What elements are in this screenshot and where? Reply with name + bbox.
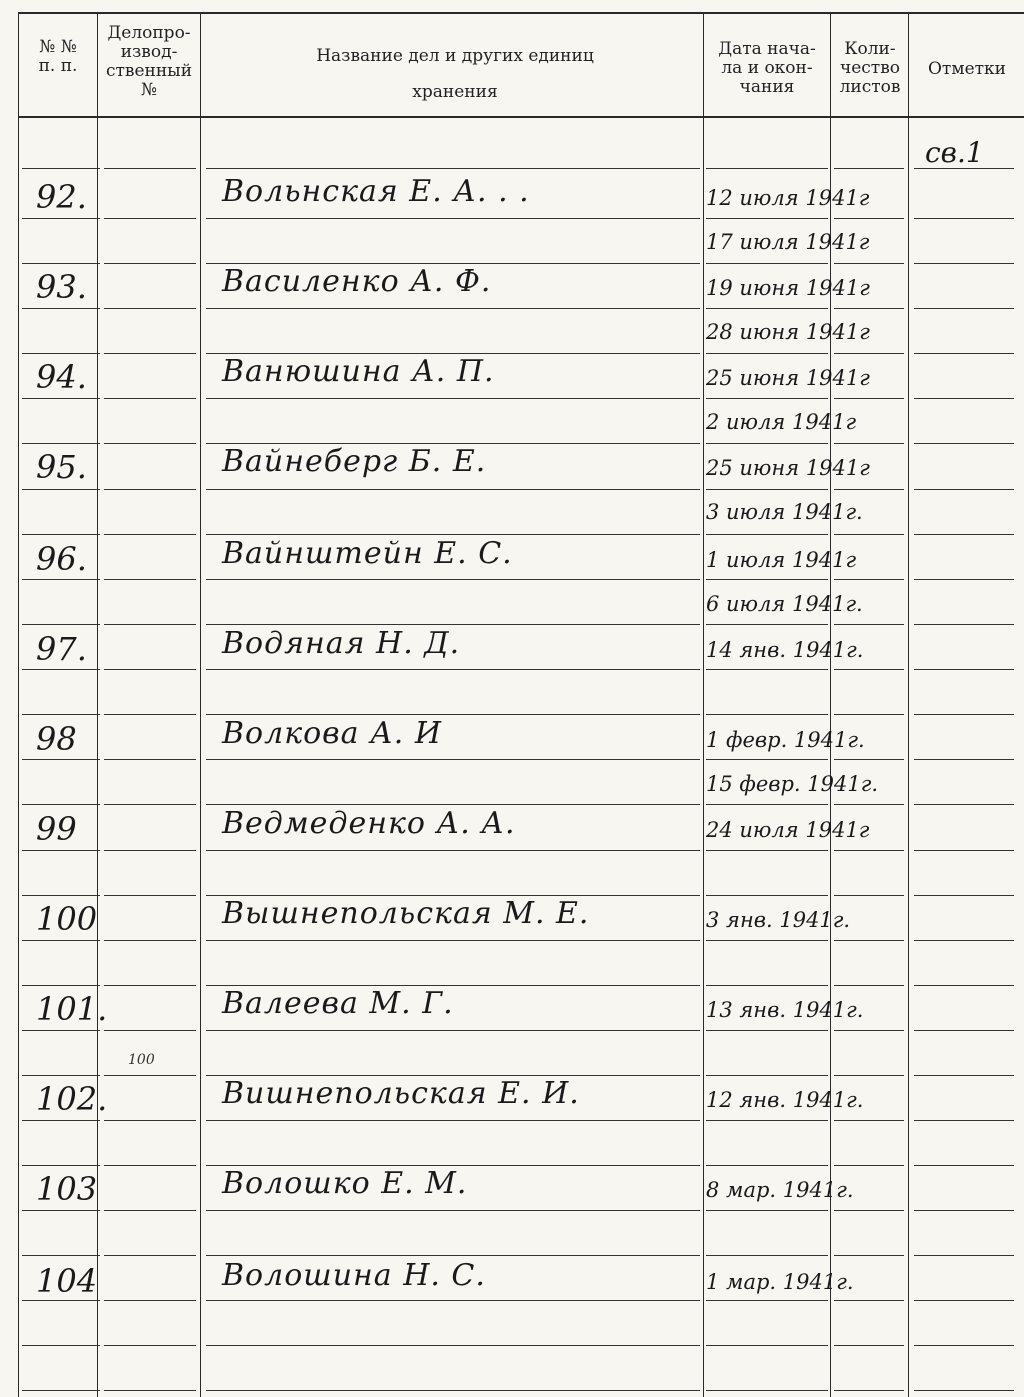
entry-name: Волкова А. И: [222, 716, 443, 751]
entry-date-start: 24 июля 1941г: [706, 818, 870, 842]
ruled-line: [706, 1390, 828, 1391]
ruled-line: [706, 940, 828, 941]
ruled-line: [104, 1075, 196, 1076]
entry-name: Вайнштейн Е. С.: [222, 536, 513, 571]
ruled-line: [914, 1165, 1014, 1166]
ruled-line: [22, 1210, 100, 1211]
ruled-line: [22, 669, 100, 670]
ruled-line: [834, 1210, 904, 1211]
ruled-line: [706, 218, 828, 219]
ruled-line: [834, 804, 904, 805]
ruled-line: [914, 985, 1014, 986]
ruled-line: [834, 1390, 904, 1391]
entry-name: Волошина Н. С.: [222, 1258, 486, 1293]
ruled-line: [834, 168, 904, 169]
ruled-line: [834, 1345, 904, 1346]
header-col-office: Делопро- извод- ственный №: [105, 23, 193, 100]
ruled-line: [104, 804, 196, 805]
ruled-line: [104, 1030, 196, 1031]
header-col-sheets: Коли- чество листов: [839, 39, 901, 97]
ruled-line: [706, 263, 828, 264]
ruled-line: [206, 534, 700, 535]
entry-name: Вайнеберг Б. Е.: [222, 444, 487, 479]
ruled-line: [914, 218, 1014, 219]
column-divider: [703, 12, 704, 1397]
ruled-line: [22, 804, 100, 805]
ruled-line: [706, 985, 828, 986]
ruled-line: [104, 714, 196, 715]
ruled-line: [914, 353, 1014, 354]
entry-date-start: 1 февр. 1941г.: [706, 728, 865, 752]
entry-name: Вольнская Е. А. . .: [222, 174, 530, 209]
ruled-line: [22, 624, 100, 625]
ruled-line: [834, 1300, 904, 1301]
ruled-line: [706, 1210, 828, 1211]
ruled-line: [206, 759, 700, 760]
ruled-line: [706, 308, 828, 309]
ruled-line: [206, 940, 700, 941]
entry-date-end: 15 февр. 1941г.: [706, 772, 879, 796]
ruled-line: [206, 579, 700, 580]
ruled-line: [104, 1255, 196, 1256]
ruled-line: [914, 1210, 1014, 1211]
ruled-line: [104, 850, 196, 851]
ruled-line: [104, 1300, 196, 1301]
ruled-line: [834, 759, 904, 760]
ruled-line: [22, 759, 100, 760]
entry-number: 104: [36, 1262, 98, 1300]
ruled-line: [22, 1165, 100, 1166]
entry-name: Ванюшина А. П.: [222, 354, 495, 389]
ruled-line: [104, 1165, 196, 1166]
ruled-line: [834, 443, 904, 444]
column-divider: [18, 12, 19, 1397]
ruled-line: [834, 940, 904, 941]
entry-date-end: 17 июля 1941г: [706, 230, 870, 254]
stray-pencil-mark: 100: [128, 1052, 155, 1068]
ruled-line: [706, 669, 828, 670]
ruled-line: [914, 263, 1014, 264]
entry-number: 94.: [36, 358, 87, 396]
entry-name: Ведмеденко А. А.: [222, 806, 516, 841]
ruled-line: [22, 168, 100, 169]
ruled-line: [206, 850, 700, 851]
ruled-line: [914, 1030, 1014, 1031]
entry-date-start: 3 янв. 1941г.: [706, 908, 851, 932]
entry-number: 101.: [36, 990, 108, 1028]
entry-number: 100: [36, 900, 98, 938]
entry-name: Вышнепольская М. Е.: [222, 896, 590, 931]
ruled-line: [22, 218, 100, 219]
ruled-line: [104, 1120, 196, 1121]
ruled-line: [706, 1345, 828, 1346]
ruled-line: [706, 489, 828, 490]
table-top-border: [18, 12, 1024, 14]
ruled-line: [104, 534, 196, 535]
ruled-line: [914, 850, 1014, 851]
ruled-line: [104, 353, 196, 354]
ruled-line: [22, 489, 100, 490]
ruled-line: [834, 308, 904, 309]
ruled-line: [206, 624, 700, 625]
column-divider: [97, 12, 98, 1397]
ruled-line: [206, 308, 700, 309]
ruled-line: [22, 850, 100, 851]
header-col-notes: Отметки: [928, 59, 1006, 79]
ruled-line: [706, 1030, 828, 1031]
ruled-line: [22, 1030, 100, 1031]
ruled-line: [104, 985, 196, 986]
entry-date-start: 8 мар. 1941г.: [706, 1178, 854, 1202]
ruled-line: [104, 669, 196, 670]
ruled-line: [914, 895, 1014, 896]
ruled-line: [22, 940, 100, 941]
ruled-line: [834, 624, 904, 625]
entry-date-start: 19 июня 1941г: [706, 276, 870, 300]
entry-number: 97.: [36, 630, 87, 668]
ruled-line: [914, 579, 1014, 580]
ruled-line: [706, 1255, 828, 1256]
ruled-line: [206, 168, 700, 169]
ruled-line: [706, 714, 828, 715]
entry-date-start: 13 янв. 1941г.: [706, 998, 864, 1022]
ruled-line: [914, 489, 1014, 490]
entry-date-start: 1 июля 1941г: [706, 548, 857, 572]
ruled-line: [22, 1255, 100, 1256]
entry-number: 102.: [36, 1080, 108, 1118]
ruled-line: [914, 714, 1014, 715]
ruled-line: [706, 168, 828, 169]
entry-number: 95.: [36, 448, 87, 486]
ruled-line: [834, 218, 904, 219]
ruled-line: [914, 1255, 1014, 1256]
ruled-line: [104, 579, 196, 580]
ruled-line: [104, 168, 196, 169]
ruled-line: [914, 1075, 1014, 1076]
ruled-line: [706, 534, 828, 535]
ruled-line: [104, 218, 196, 219]
ruled-line: [706, 1120, 828, 1121]
entry-name: Валеева М. Г.: [222, 986, 454, 1021]
ruled-line: [706, 1075, 828, 1076]
ruled-line: [834, 1120, 904, 1121]
header-bottom-border: [18, 116, 1024, 118]
ruled-line: [104, 398, 196, 399]
ruled-line: [104, 624, 196, 625]
ruled-line: [22, 443, 100, 444]
entry-date-start: 12 июля 1941г: [706, 186, 870, 210]
entry-date-end: 28 июня 1941г: [706, 320, 870, 344]
ruled-line: [22, 353, 100, 354]
ruled-line: [206, 1120, 700, 1121]
ruled-line: [914, 669, 1014, 670]
entry-date-start: 1 мар. 1941г.: [706, 1270, 854, 1294]
ruled-line: [206, 804, 700, 805]
ruled-line: [22, 895, 100, 896]
ruled-line: [914, 1345, 1014, 1346]
ruled-line: [914, 1390, 1014, 1391]
entry-date-start: 12 янв. 1941г.: [706, 1088, 864, 1112]
ruled-line: [206, 1210, 700, 1211]
ruled-line: [706, 759, 828, 760]
volume-note: св.1: [925, 136, 984, 169]
ruled-line: [706, 398, 828, 399]
ruled-line: [206, 1345, 700, 1346]
ruled-line: [22, 1120, 100, 1121]
ruled-line: [104, 443, 196, 444]
ruled-line: [834, 579, 904, 580]
ruled-line: [104, 489, 196, 490]
ruled-line: [914, 308, 1014, 309]
entry-name: Водяная Н. Д.: [222, 626, 461, 661]
ruled-line: [22, 398, 100, 399]
ruled-line: [206, 1300, 700, 1301]
ruled-line: [706, 443, 828, 444]
ruled-line: [706, 895, 828, 896]
ruled-line: [706, 579, 828, 580]
ruled-line: [914, 534, 1014, 535]
ruled-line: [914, 1300, 1014, 1301]
ruled-line: [104, 759, 196, 760]
ruled-line: [834, 534, 904, 535]
entry-date-start: 25 июня 1941г: [706, 456, 870, 480]
ruled-line: [834, 1165, 904, 1166]
ruled-line: [22, 1075, 100, 1076]
entry-date-start: 25 июня 1941г: [706, 366, 870, 390]
ruled-line: [706, 850, 828, 851]
entry-name: Волошко Е. М.: [222, 1166, 468, 1201]
ruled-line: [22, 985, 100, 986]
ruled-line: [706, 1300, 828, 1301]
ruled-line: [22, 534, 100, 535]
entry-name: Вишнепольская Е. И.: [222, 1076, 580, 1111]
ruled-line: [914, 168, 1014, 169]
ruled-line: [206, 218, 700, 219]
header-col-title: Название дел и других единиц хранения: [316, 46, 594, 102]
ruled-line: [206, 1390, 700, 1391]
ruled-line: [206, 1030, 700, 1031]
ruled-line: [834, 489, 904, 490]
ruled-line: [104, 1345, 196, 1346]
ruled-line: [206, 489, 700, 490]
ruled-line: [22, 1345, 100, 1346]
ruled-line: [104, 895, 196, 896]
ruled-line: [206, 669, 700, 670]
ruled-line: [914, 624, 1014, 625]
ruled-line: [834, 895, 904, 896]
entry-date-start: 14 янв. 1941г.: [706, 638, 864, 662]
ruled-line: [834, 985, 904, 986]
ruled-line: [22, 1390, 100, 1391]
entry-name: Василенко А. Ф.: [222, 264, 492, 299]
header-col-dates: Дата нача- ла и окон- чания: [718, 39, 816, 97]
ruled-line: [914, 759, 1014, 760]
ruled-line: [834, 263, 904, 264]
ruled-line: [104, 1390, 196, 1391]
entry-date-end: 3 июля 1941г.: [706, 500, 863, 524]
entry-date-end: 2 июля 1941г: [706, 410, 857, 434]
ruled-line: [914, 804, 1014, 805]
ruled-line: [706, 353, 828, 354]
ruled-line: [104, 263, 196, 264]
ruled-line: [914, 1120, 1014, 1121]
ruled-line: [706, 624, 828, 625]
ruled-line: [706, 1165, 828, 1166]
ruled-line: [104, 308, 196, 309]
ruled-line: [914, 398, 1014, 399]
ruled-line: [22, 263, 100, 264]
ruled-line: [706, 804, 828, 805]
entry-number: 99: [36, 810, 77, 848]
entry-number: 93.: [36, 268, 87, 306]
column-divider: [908, 12, 909, 1397]
entry-date-end: 6 июля 1941г.: [706, 592, 863, 616]
ruled-line: [104, 940, 196, 941]
ruled-line: [206, 714, 700, 715]
entry-number: 92.: [36, 178, 87, 216]
ruled-line: [914, 940, 1014, 941]
header-col-num: № № п. п.: [38, 37, 78, 76]
ruled-line: [22, 308, 100, 309]
ruled-line: [22, 714, 100, 715]
ruled-line: [834, 398, 904, 399]
ruled-line: [834, 1030, 904, 1031]
column-divider: [200, 12, 201, 1397]
entry-number: 103: [36, 1170, 98, 1208]
ruled-line: [834, 1255, 904, 1256]
entry-number: 96.: [36, 540, 87, 578]
ruled-line: [206, 1255, 700, 1256]
ruled-line: [22, 579, 100, 580]
ruled-line: [834, 714, 904, 715]
ruled-line: [834, 1075, 904, 1076]
ruled-line: [914, 443, 1014, 444]
ruled-line: [834, 669, 904, 670]
ruled-line: [206, 398, 700, 399]
ruled-line: [104, 1210, 196, 1211]
ruled-line: [834, 353, 904, 354]
ruled-line: [22, 1300, 100, 1301]
entry-number: 98: [36, 720, 77, 758]
ruled-line: [834, 850, 904, 851]
